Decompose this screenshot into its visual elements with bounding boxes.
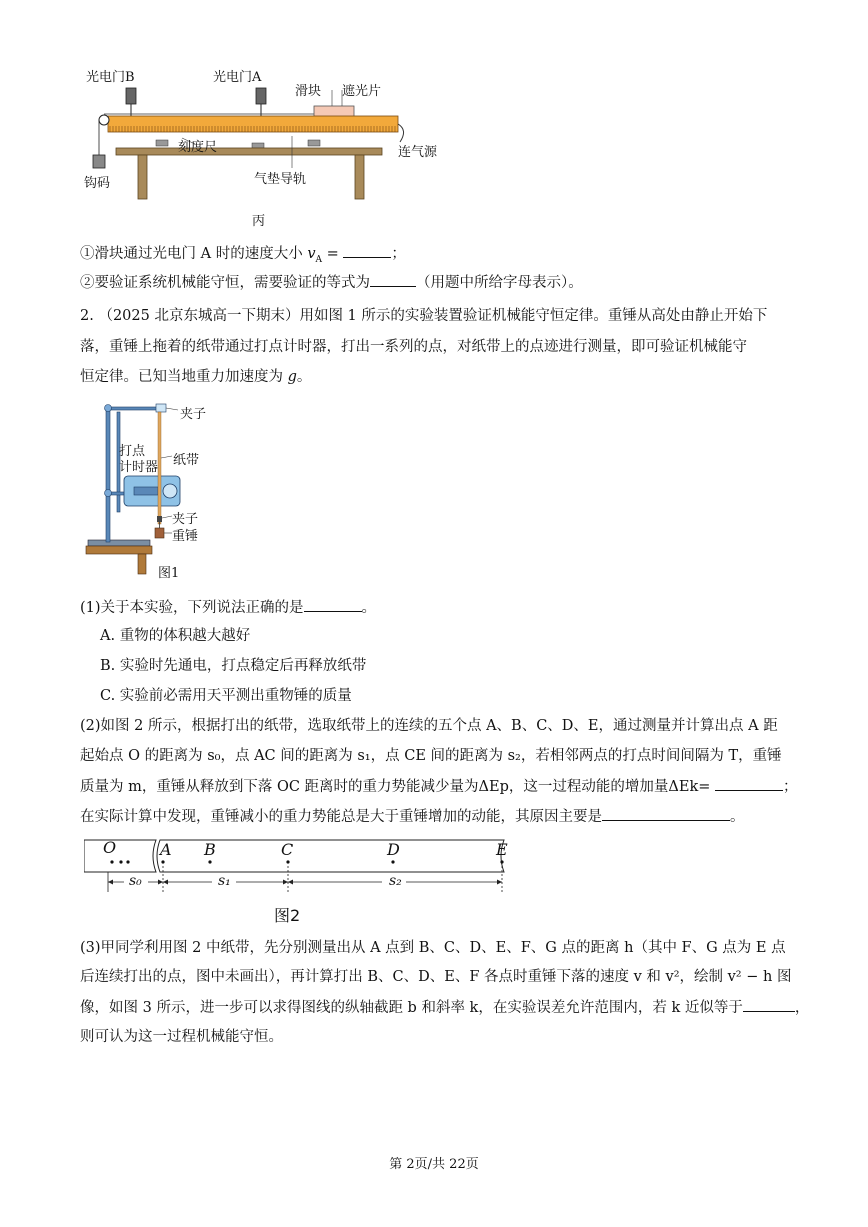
point-o-label: O	[103, 838, 117, 857]
option-a[interactable]: A. 重物的体积越大越好	[100, 628, 251, 644]
part-2-line-4-text: 在实际计算中发现，重锤减小的重力势能总是大于重锤增加的动能，其原因主要是	[80, 809, 602, 825]
part-3-line-1: (3)甲同学利用图 2 中纸带，先分别测量出从 A 点到 B、C、D、E、F、G 点的距离 h（其中 F、G 点为 E 点	[80, 940, 786, 956]
figure-1-caption: 图1	[158, 566, 180, 581]
photo-gate-a	[256, 88, 266, 104]
clip-top-label: 夹子	[180, 407, 207, 422]
intro-line-3-text: 恒定律。已知当地重力加速度为	[80, 369, 288, 385]
part-1-stem	[80, 597, 376, 618]
item-2	[80, 272, 583, 293]
item-1-text: ①滑块通过光电门 A 时的速度大小	[80, 246, 308, 262]
item-2-end: （用题中所给字母表示）。	[416, 275, 583, 291]
item-2-text: ②要验证系统机械能守恒，需要验证的等式为	[80, 275, 370, 291]
gate-a-label: 光电门A	[213, 70, 262, 85]
paper-tape-figure-2	[84, 836, 514, 896]
figure-2-caption: 图2	[274, 906, 301, 925]
item-1-var: v	[307, 246, 316, 262]
part-2-line-3	[80, 776, 798, 797]
part-3-line-4: 则可认为这一过程机械能守恒。	[80, 1029, 283, 1045]
timer-label-1: 打点	[119, 444, 146, 459]
page-number-footer: 第 2页/共 22页	[389, 1157, 479, 1172]
part-2-line-2: 起始点 O 的距离为 s₀，点 AC 间的距离为 s₁，点 CE 间的距离为 s₂，若相邻两点的打点时间间隔为 T，重锤	[80, 748, 782, 764]
answer-blank[interactable]	[370, 272, 416, 287]
question-2-intro-line-3	[80, 367, 311, 387]
answer-blank[interactable]	[602, 806, 730, 821]
intro-line-3-end: 。	[296, 369, 312, 385]
s0-label: s₀	[129, 873, 142, 889]
table-top	[116, 148, 382, 155]
answer-blank[interactable]	[743, 997, 795, 1012]
gravity-symbol: g	[287, 369, 297, 385]
part-3-line-3	[80, 997, 809, 1018]
point-e-label: E	[496, 840, 508, 859]
point-a-label: A	[160, 840, 172, 859]
air-track-rail	[108, 116, 398, 132]
air-source-label: 连气源	[398, 145, 438, 160]
tape-label: 纸带	[173, 453, 200, 468]
answer-blank[interactable]	[343, 243, 391, 258]
part-2-line-1: (2)如图 2 所示，根据打出的纸带，选取纸带上的连续的五个点 A、B、C、D、E，通过测量并计算出点 A 距	[80, 718, 778, 734]
item-1-eq: =	[322, 246, 344, 262]
part-2-line-3-text: 质量为 m，重锤从释放到下落 OC 距离时的重力势能减少量为ΔEp，这一过程动能的增加量ΔEk=	[80, 779, 711, 795]
part-2-line-3-end: ；	[783, 779, 798, 795]
part-1-text: (1)关于本实验，下列说法正确的是	[80, 600, 304, 616]
part-3-line-3-end: ，	[794, 1000, 810, 1016]
s2-label: s₂	[389, 873, 402, 889]
shade-label: 遮光片	[342, 84, 382, 99]
part-3-line-3-text: 像，如图 3 所示，进一步可以求得图线的纵轴截距 b 和斜率 k，在实验误差允许范围内，若 k 近似等于	[80, 1000, 743, 1016]
point-c-label: C	[281, 840, 294, 859]
answer-blank[interactable]	[715, 776, 783, 791]
option-c[interactable]: C. 实验前必需用天平测出重物锤的质量	[100, 688, 352, 704]
part-2-line-4	[80, 806, 745, 827]
part-2-line-4-end: 。	[730, 809, 745, 825]
clip-label: 夹子	[172, 512, 199, 527]
item-1	[80, 243, 406, 270]
question-2-intro-line-1: 2. （2025 北京东城高一下期末）用如图 1 所示的实验装置验证机械能守恒定律。重锤从高处由静止开始下	[80, 308, 768, 324]
option-b[interactable]: B. 实验时先通电，打点稳定后再释放纸带	[100, 658, 367, 674]
apparatus-figure-1	[84, 398, 214, 578]
s1-label: s₁	[218, 873, 231, 889]
point-b-label: B	[204, 840, 216, 859]
part-1-end: 。	[361, 600, 377, 616]
gate-b-label: 光电门B	[86, 70, 135, 85]
photo-gate-b	[126, 88, 136, 104]
hook-weight	[93, 155, 105, 168]
part-3-line-2: 后连续打出的点，图中未画出），再计算打出 B、C、D、E、F 各点时重锤下落的速度 v 和 v²，绘制 v² − h 图	[80, 969, 792, 985]
point-d-label: D	[387, 840, 400, 859]
pulley	[99, 115, 109, 125]
item-1-end: ；	[391, 246, 406, 262]
item-1-sub: A	[315, 254, 323, 265]
hammer-weight	[155, 528, 164, 538]
answer-blank[interactable]	[304, 597, 362, 612]
hook-weight-label: 钩码	[84, 176, 111, 191]
slider-label: 滑块	[295, 84, 322, 99]
ruler-label: 刻度尺	[178, 140, 218, 155]
air-track-label: 气垫导轨	[254, 172, 307, 187]
timer-label-2: 计时器	[119, 460, 159, 475]
hammer-label: 重锤	[172, 529, 199, 544]
figure-caption-bing: 丙	[252, 214, 266, 229]
question-2-intro-line-2: 落，重锤上拖着的纸带通过打点计时器，打出一系列的点，对纸带上的点迹进行测量，即可验证机械能守	[80, 339, 747, 355]
